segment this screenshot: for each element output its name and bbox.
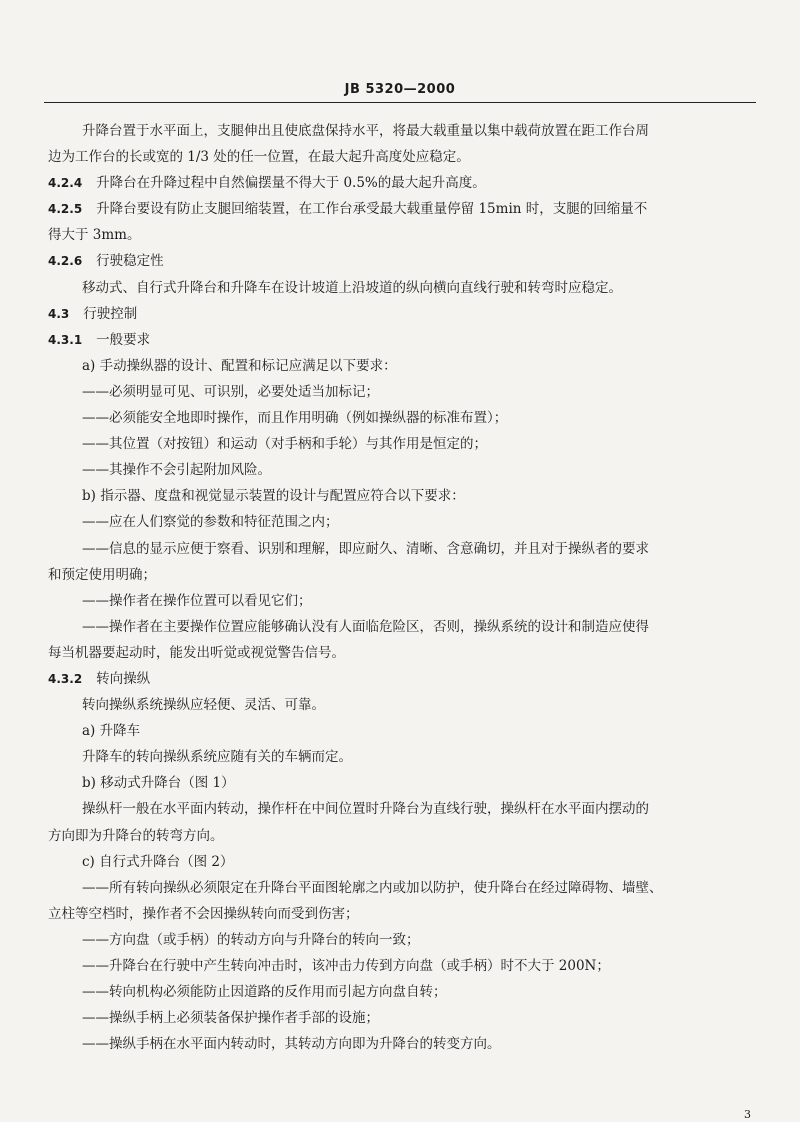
line-text: 每当机器要起动时，能发出听觉或视觉警告信号。 <box>48 644 345 661</box>
line-text: c) 自行式升降台（图 2） <box>82 853 234 870</box>
standard-code-header: JB 5320—2000 <box>344 82 456 97</box>
clause-number: 4.2.4 <box>48 176 83 191</box>
text-line <box>48 248 754 274</box>
text-line <box>48 1031 754 1057</box>
line-text: ——操作者在主要操作位置应能够确认没有人面临危险区，否则，操纵系统的设计和制造应使得 <box>82 618 649 635</box>
line-text: ——操作者在操作位置可以看见它们； <box>82 592 312 609</box>
line-text: b) 指示器、度盘和视觉显示装置的设计与配置应符合以下要求： <box>82 488 465 505</box>
text-line <box>48 927 754 953</box>
text-line <box>48 744 754 770</box>
text-line <box>48 562 754 588</box>
text-line <box>48 275 754 301</box>
page-number: 3 <box>744 1108 751 1121</box>
text-line <box>48 979 754 1005</box>
line-text: 方向即为升降台的转弯方向。 <box>48 827 224 844</box>
line-text: 得大于 3mm。 <box>48 227 141 244</box>
line-text: 和预定使用明确； <box>48 566 156 583</box>
line-text: ——方向盘（或手柄）的转动方向与升降台的转向一致； <box>82 931 420 948</box>
line-text: 转向操纵系统操纵应轻便、灵活、可靠。 <box>82 697 325 714</box>
line-text: 升降台在升降过程中自然偏摆量不得大于 0.5%的最大起升高度。 <box>96 175 486 192</box>
line-text: ——操纵手柄在水平面内转动时，其转动方向即为升降台的转变方向。 <box>82 1036 501 1053</box>
text-line <box>48 353 754 379</box>
text-line <box>48 640 754 666</box>
text-line <box>48 483 754 509</box>
text-line <box>48 849 754 875</box>
line-text: ——必须明显可见、可识别，必要处适当加标记； <box>82 383 379 400</box>
line-text: 升降台要设有防止支腿回缩装置，在工作台承受最大载重量停留 15min 时，支腿的回缩量不 <box>96 201 648 218</box>
text-line <box>48 301 754 327</box>
line-text: ——应在人们察觉的参数和特征范围之内； <box>82 514 339 531</box>
text-line <box>48 144 754 170</box>
text-line <box>48 875 754 901</box>
text-line <box>48 770 754 796</box>
line-text: 操纵杆一般在水平面内转动，操作杆在中间位置时升降台为直线行驶，操纵杆在水平面内摆动的 <box>82 801 649 818</box>
line-text: ——信息的显示应便于察看、识别和理解，即应耐久、清晰、含意确切，并且对于操纵者的要求 <box>82 540 649 557</box>
line-text: ——转向机构必须能防止因道路的反作用而引起方向盘自转； <box>82 984 447 1001</box>
line-text: a) 手动操纵器的设计、配置和标记应满足以下要求： <box>82 357 397 374</box>
line-text: 转向操纵 <box>96 670 151 687</box>
text-line <box>48 509 754 535</box>
text-line <box>48 901 754 927</box>
text-line <box>48 588 754 614</box>
text-line <box>48 170 754 196</box>
text-line <box>48 431 754 457</box>
line-text: 行驶稳定性 <box>96 253 164 270</box>
text-line <box>48 692 754 718</box>
line-text: ——所有转向操纵必须限定在升降台平面图轮廓之内或加以防护，使升降台在经过障碍物、墙壁、 <box>82 879 663 896</box>
line-text: 升降台置于水平面上，支腿伸出且使底盘保持水平，将最大载重量以集中载荷放置在距工作台周 <box>82 123 649 139</box>
text-line <box>48 457 754 483</box>
header-rule <box>44 102 756 103</box>
text-line <box>48 823 754 849</box>
line-text: 一般要求 <box>96 331 151 348</box>
text-line <box>48 1005 754 1031</box>
text-line <box>48 196 754 222</box>
line-text: 立柱等空档时，操作者不会因操纵转向而受到伤害； <box>48 905 359 922</box>
text-line <box>48 666 754 692</box>
clause-number: 4.2.6 <box>48 254 83 269</box>
text-line <box>48 796 754 822</box>
line-text: 边为工作台的长或宽的 1/3 处的任一位置，在最大起升高度处应稳定。 <box>48 149 470 166</box>
body-text <box>48 118 754 1057</box>
clause-number: 4.3.1 <box>48 332 83 347</box>
text-line <box>48 379 754 405</box>
line-text: ——操纵手柄上必须装备保护操作者手部的设施； <box>82 1010 379 1027</box>
line-text: ——其位置（对按钮）和运动（对手柄和手轮）与其作用是恒定的； <box>82 436 487 453</box>
text-line <box>48 118 754 144</box>
text-line <box>48 536 754 562</box>
text-line <box>48 718 754 744</box>
text-line <box>48 614 754 640</box>
line-text: 移动式、自行式升降台和升降车在设计坡道上沿坡道的纵向横向直线行驶和转弯时应稳定。 <box>82 279 622 296</box>
line-text: ——其操作不会引起附加风险。 <box>82 462 271 479</box>
clause-number: 4.3.2 <box>48 671 83 686</box>
text-line <box>48 953 754 979</box>
line-text: 行驶控制 <box>83 305 138 322</box>
text-line <box>48 327 754 353</box>
line-text: ——升降台在行驶中产生转向冲击时，该冲击力传到方向盘（或手柄）时不大于 200N； <box>82 958 610 974</box>
text-line <box>48 222 754 248</box>
line-text: ——必须能安全地即时操作，而且作用明确（例如操纵器的标准布置）； <box>82 410 508 427</box>
line-text: a) 升降车 <box>82 723 141 740</box>
line-text: b) 移动式升降台（图 1） <box>82 775 235 792</box>
clause-number: 4.2.5 <box>48 202 83 217</box>
line-text: 升降车的转向操纵系统应随有关的车辆而定。 <box>82 749 352 766</box>
text-line <box>48 405 754 431</box>
clause-number: 4.3 <box>48 306 70 321</box>
